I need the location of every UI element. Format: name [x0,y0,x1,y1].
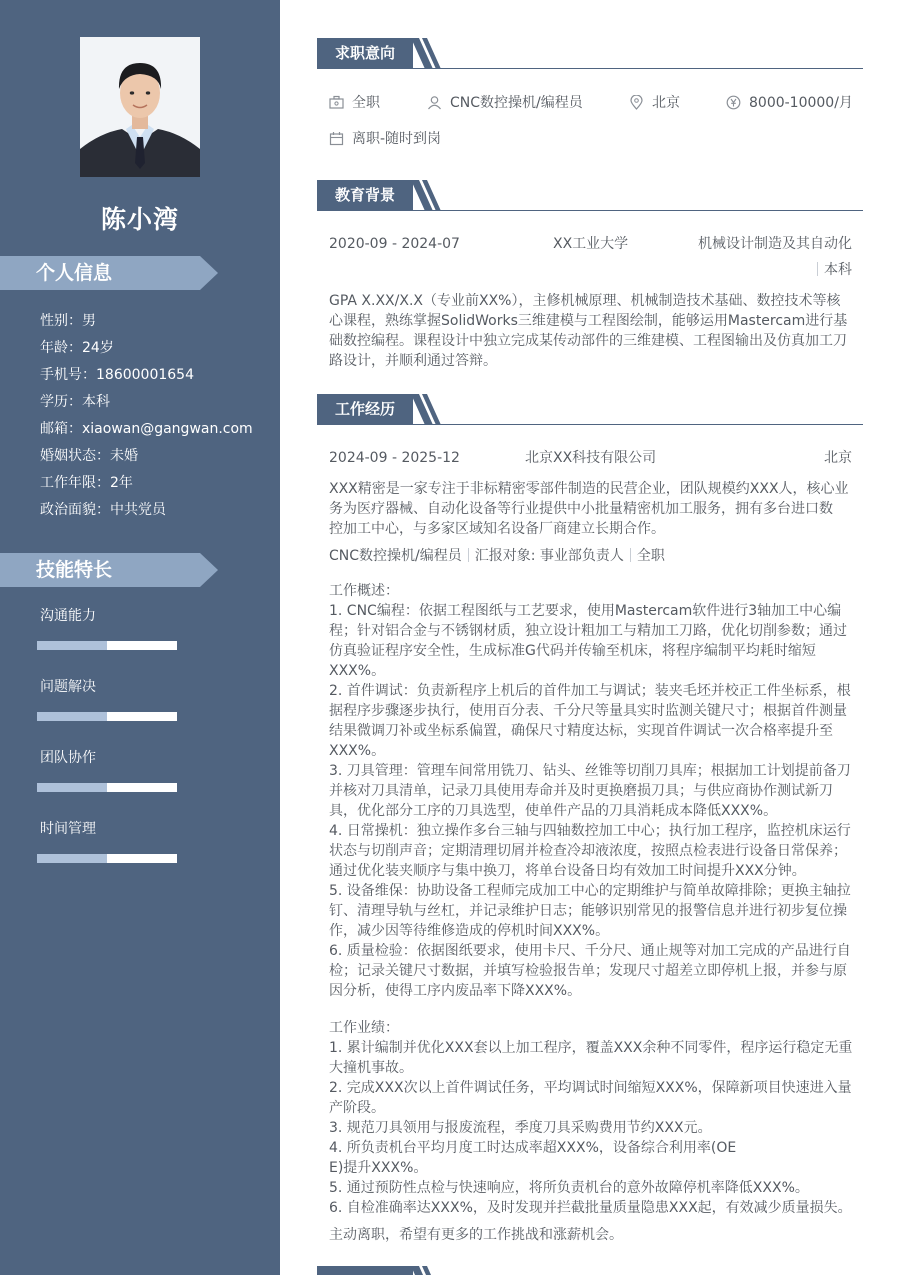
info-marital: 婚姻状态：未婚 [40,448,138,464]
intent-position: CNC数控操机/编程员 [427,93,583,113]
skill-bar [37,641,177,650]
achievements-title: 工作业绩： [329,1020,399,1036]
sidebar [0,0,280,1275]
skill-item [40,748,240,768]
work-company: 北京XX科技有限公司 [525,450,657,466]
candidate-name: 陈小湾 [100,205,179,234]
info-phone: 手机号：18600001654 [40,367,194,383]
leave-reason: 主动离职，希望有更多的工作挑战和涨薪机会。 [329,1227,623,1243]
edu-period: 2020-09 - 2024-07 [329,236,460,252]
edu-major: 机械设计制造及其自动化 [698,236,852,252]
work-company-intro: XXX精密是一家专注于非标精密零部件制造的民营企业，团队规模约XXX人，核心业 务为医疗器械、自动化设备等行业提供中小批量精密机加工服务，拥有多台进口数 控加工中心，与多家区域知名设备厂商建立长期合作。 [329,481,849,537]
info-years: 工作年限：2年 [40,475,133,491]
section-header-work: 工作经历 [317,394,863,426]
skill-bar-fill [37,712,107,721]
next-section-tab [317,1266,413,1275]
skill-bar [37,712,177,721]
user-icon [427,95,442,110]
intent-city: 北京 [629,93,680,113]
yen-icon [726,95,741,110]
work-role: CNC数控操机/编程员 [329,548,462,564]
skill-label: 团队协作 [40,750,96,766]
skill-bar [37,854,177,863]
info-gender: 性别：男 [40,313,96,329]
info-email: 邮箱：xiaowan@gangwan.com [40,421,253,437]
skill-bar [37,783,177,792]
personal-info-heading: 个人信息 [0,256,218,290]
edu-school: XX工业大学 [553,236,629,252]
work-role-line [329,546,665,566]
skill-label: 时间管理 [40,821,96,837]
skill-bar-fill [37,854,107,863]
skills-heading: 技能特长 [0,553,218,587]
work-jobtype: 全职 [636,548,665,564]
intent-availability: 离职-随时到岗 [329,129,441,149]
section-header-education: 教育背景 [317,180,863,212]
skill-bar-fill [37,783,107,792]
section-header-intent: 求职意向 [317,38,863,70]
section-deco-icon [411,180,441,211]
skill-label: 沟通能力 [40,608,96,624]
work-period: 2024-09 - 2025-12 [329,450,460,466]
avatar [80,37,200,177]
skill-item [40,677,240,697]
personal-info-list [40,308,276,524]
skill-item [40,606,240,626]
section-deco-icon [411,38,441,69]
work-overview: 工作概述： 1. CNC编程：依据工程图纸与工艺要求，使用Mastercam软件进行3轴加工中心编 程；针对铝合金与不锈钢材质，独立设计粗加工与精加工刀路，优化切削参数；通过 仿真验证程序安全性，生成标准G代码并传输至机床，将程序编制平均耗时缩短 XXX%。 2. 首件调试：负责新程序上机后的首件加工与调试；装夹毛坯并校正工件坐标系，根 据程序步骤逐步执行，使用百分表、千分尺等量具实时监测关键尺寸；根据首件测量 结果微调刀补或坐标系偏置，确保尺寸精度达标，实现首件调试一次合格率提升至 XXX%。 3. 刀具管理：管理车间常用铣刀、钻头、丝锥等切削刀具库；根据加工计划提前备刀 并核对刀具清单，记录刀具使用寿命并及时更换磨损刀具；与供应商协作测试新刀 具，优化部分工序的刀具选型，使单件产品的刀具消耗成本降低XXX%。 4. 日常操机：独立操作多台三轴与四轴数控加工中心；执行加工程序，监控机床运行 状态与切削声音；定期清理切屑并检查冷却液浓度，按照点检表进行设备日常保养； 通过优化装夹顺序与集中换刀，将单台设备日均有效加工时间提升XXX分钟。 5. 设备维保：协助设备工程师完成加工中心的定期维护与简单故障排除；更换主轴拉 钉、清理导轨与丝杠，并记录维护日志；能够识别常见的报警信息并进行初步复位操 作，减少因等待维修造成的停机时间XXX%。 6. 质量检验：依据图纸要求，使用卡尺、千分尺、通止规等对加工完成的产品进行自 检；记录关键尺寸数据，并填写检验报告单；发现尺寸超差立即停机上报，并参与原 因分析，使得工序内废品率下降XXX%。 [329,581,853,1001]
work-city: 北京 [824,450,852,466]
skill-bar-fill [37,641,107,650]
location-icon [629,95,644,110]
overview-title: 工作概述： [329,583,399,599]
calendar-icon [329,131,344,146]
skill-item [40,819,240,839]
portrait-photo [80,37,200,177]
section-deco-icon [411,1266,431,1275]
info-education: 学历：本科 [40,394,110,410]
skill-label: 问题解决 [40,679,96,695]
info-age: 年龄：24岁 [40,340,114,356]
work-achievements: 工作业绩： 1. 累计编制并优化XXX套以上加工程序，覆盖XXX余种不同零件，程序运行稳定无重 大撞机事故。 2. 完成XXX次以上首件调试任务，平均调试时间缩短XXX%，保障新项目快速进入量 产阶段。 3. 规范刀具领用与报废流程，季度刀具采购费用节约XXX元。 4. 所负责机台平均月度工时达成率超XXX%，设备综合利用率(OE E)提升XXX%。 5. 通过预防性点检与快速响应，将所负责机台的意外故障停机率降低XXX%。 6. 自检准确率达XXX%，及时发现并拦截批量质量隐患XXX起，有效减少质量损失。 [329,1020,853,1216]
briefcase-icon [329,95,344,110]
section-deco-icon [411,394,441,425]
intent-type: 全职 [329,93,380,113]
work-report: 汇报对象: 事业部负责人 [474,548,624,564]
intent-salary: 8000-10000/月 [726,93,853,113]
edu-degree: 本科 [811,260,852,280]
info-political: 政治面貌：中共党员 [40,502,166,518]
edu-description: GPA X.XX/X.X（专业前XX%），主修机械原理、机械制造技术基础、数控技术等核 心课程，熟练掌握SolidWorks三维建模与工程图绘制，能够运用Mastercam进行基 础数控编程。课程设计中独立完成某传动部件的三维建模、工程图输出及仿真加工刀 路设计，并顺利通过答辩。 [329,293,848,369]
